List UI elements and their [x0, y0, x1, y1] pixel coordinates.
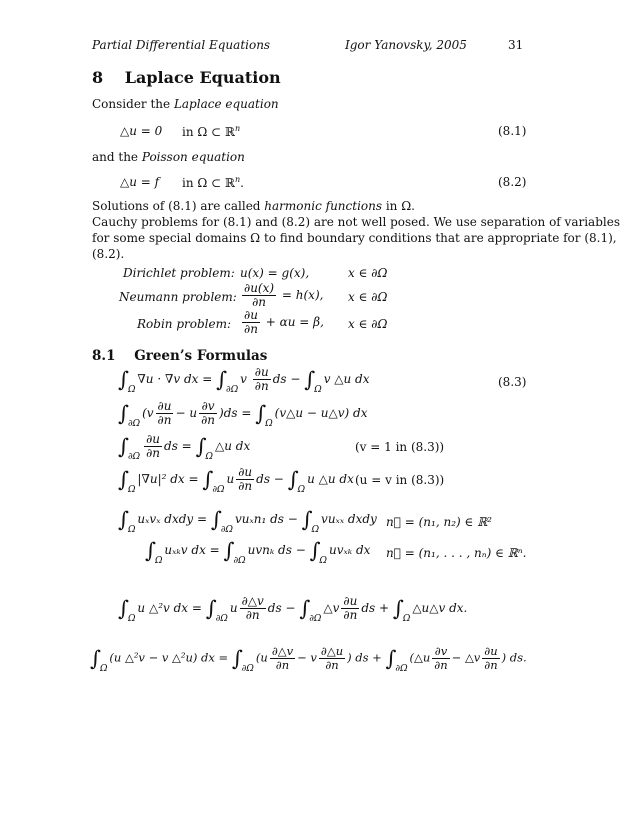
dirichlet-cond: x ∈ ∂Ω — [348, 266, 388, 280]
dirichlet-label: Dirichlet problem: — [123, 266, 235, 280]
running-head-title: Partial Differential Equations — [92, 38, 271, 52]
para-line-2: Cauchy problems for (8.1) and (8.2) are not well posed. We use separation of variables — [92, 215, 620, 229]
para-line-1: Solutions of (8.1) are called harmonic functions in Ω. — [92, 199, 415, 213]
subsection-heading — [92, 348, 267, 364]
intro-poisson: and the Poisson equation — [92, 150, 245, 164]
running-head-author: Igor Yanovsky, 2005 — [345, 38, 467, 52]
eq-number-8-3: (8.3) — [498, 375, 527, 389]
robin-cond: x ∈ ∂Ω — [348, 317, 388, 331]
greens-formula-6: $\int_\Omega u_{xk}v$ dx = $\int_{\partial\Omega}uvn_k$ ds − $\int_\Omega uv_{xk}$ dx — [145, 538, 371, 566]
dirichlet-eq: u(x) = g(x), — [240, 266, 310, 280]
greens-formula-1: $\int_\Omega\nabla u \cdot \nabla v$ dx = $\int_{\partial\Omega}v$ $\frac{\partial u}{\partial n}$ ds − $\int_\Omega v$ △u dx — [118, 365, 370, 395]
para-line-4: (8.2). — [92, 247, 125, 261]
para-line-3: for some special domains Ω to find boundary conditions that are appropriate for (8.1), — [92, 231, 617, 245]
greens-note-3: (v = 1 in (8.3)) — [355, 440, 445, 454]
eq-laplace-domain: in Ω ⊂ ℝ$^n$ — [182, 124, 241, 139]
eq-number-8-1: (8.1) — [498, 124, 527, 138]
greens-formula-7: $\int_\Omega u$ △²v dx = $\int_{\partial\Omega}u$ $\frac{\partial\triangle v}{\partial n}$ ds − $\int_{\partial\Omega}\triangle v$ $\frac{\partial u}{\partial n}$ ds + $\int_\Omega\triangle u\triangle v$ dx. — [118, 594, 468, 624]
neumann-cond: x ∈ ∂Ω — [348, 290, 388, 304]
robin-eq: $\frac{\partial u}{\partial n}$ + αu = β, — [244, 308, 324, 336]
subsection-title: Green’s Formulas — [134, 348, 268, 364]
greens-formula-5: $\int_\Omega u_xv_x$ dxdy = $\int_{\partial\Omega}vu_xn_1$ ds − $\int_\Omega vu_{xx}$ dxdy — [118, 507, 377, 535]
neumann-eq: $\frac{\partial u(x)}{\partial n}$ = h(x), — [244, 281, 324, 309]
page-number: 31 — [508, 38, 524, 52]
greens-note-4: (u = v in (8.3)) — [355, 473, 445, 487]
greens-formula-4: $\int_\Omega|\nabla u|^2$ dx = $\int_{\partial\Omega}u$ $\frac{\partial u}{\partial n}$ ds − $\int_\Omega u$ △u dx — [118, 465, 354, 495]
robin-label: Robin problem: — [137, 317, 232, 331]
eq-number-8-2: (8.2) — [498, 175, 527, 189]
section-title: Laplace Equation — [124, 68, 281, 87]
section-number: 8 — [92, 68, 104, 87]
subsection-number: 8.1 — [92, 348, 116, 364]
neumann-label: Neumann problem: — [119, 290, 237, 304]
eq-poisson-lhs: △u = f — [120, 175, 160, 189]
eq-poisson-domain: in Ω ⊂ ℝ$^n$. — [182, 175, 244, 190]
greens-formula-3: $\int_{\partial\Omega}$ $\frac{\partial u}{\partial n}$ ds = $\int_\Omega\triangle u$ dx — [118, 432, 251, 462]
greens-formula-2: $\int_{\partial\Omega}(v$ $\frac{\partial u}{\partial n}$ − u $\frac{\partial v}{\partial n}$ )$ds = \int_\Omega(v\triangle u$ − u△v) dx — [118, 399, 368, 429]
greens-note-5: n⃗ = (n₁, n₂) ∈ ℝ² — [386, 515, 492, 529]
eq-laplace-lhs: △u = 0 — [120, 124, 163, 138]
section-heading — [92, 68, 281, 87]
greens-note-6: n⃗ = (n₁, . . . , nₙ) ∈ ℝⁿ. — [386, 546, 527, 560]
intro-laplace: Consider the Laplace equation — [92, 97, 279, 111]
greens-formula-8: $\int_\Omega(u$ △²v − v △²u) dx = $\int_{\partial\Omega}(u$ $\frac{\partial\triangle v}{\partial n}$ − v $\frac{\partial\triangle u}{\partial n}$ ) ds + $\int_{\partial\Omega}(\triangle u$ $\frac{\partial v}{\partial n}$ − △v $\frac{\partial u}{\partial n}$ ) ds. — [90, 644, 527, 674]
